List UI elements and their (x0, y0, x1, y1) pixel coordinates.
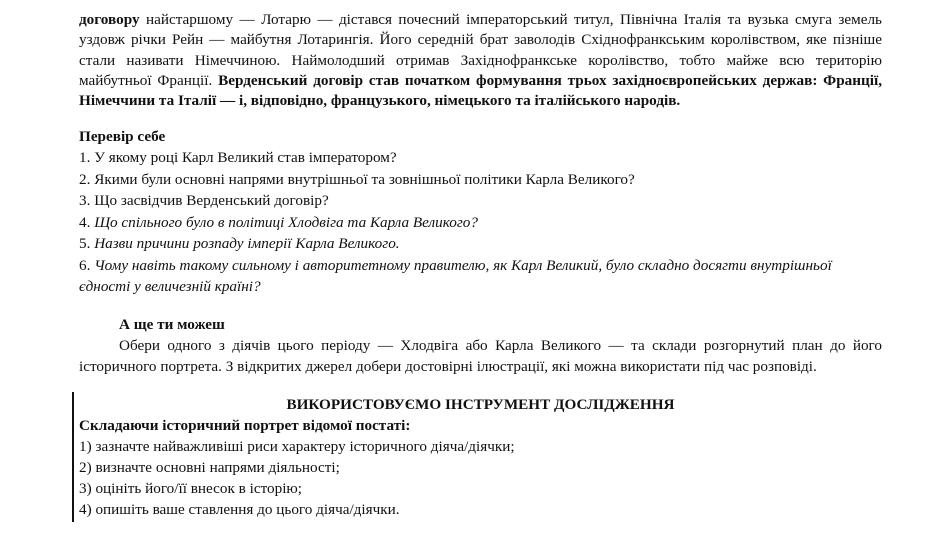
tool-subtitle: Складаючи історичний портрет відомої постаті: (79, 416, 411, 434)
tool-item: 2) визначте основні напрями діяльності; (79, 458, 340, 476)
intro-bold-tail: Верденський договір став початком формування трьох західноєвропейських держав: Франції, Німеччини та Італії — і, відповідно, французького, німецького та італійського народів. (79, 71, 883, 110)
intro-bold-lead: договору (79, 11, 140, 28)
tool-item: 1) зазначте найважливіші риси характеру історичного діяча/діячки; (79, 437, 515, 455)
research-tool-box (79, 394, 882, 520)
more-title: А ще ти можеш (119, 315, 225, 333)
question-item: 5. Назви причини розпаду імперії Карла Великого. (79, 235, 400, 253)
question-item: 6. Чому навіть такому сильному і авторитетному правителю, як Карл Великий, було складно досягти внутрішньої єдності у величезній країні? (79, 256, 832, 296)
question-item: 3. Що засвідчив Верденський договір? (79, 192, 329, 210)
intro-text: найстаршому — Лотарю — дістався почесний імператорський титул, Північна Італія та вузька смуга земель уздовж річки Рейн — майбутня Лотарингія. Його середній брат заволодів Східнофранкським королівством, яке пізніше стали називати Німеччиною. Наймолодший отримав Західнофранкське королівство, тобто майже всю територію майбутньої Франції. (79, 11, 882, 89)
question-item: 1. У якому році Карл Великий став імператором? (79, 149, 397, 167)
tool-title: ВИКОРИСТОВУЄМО ІНСТРУМЕНТ ДОСЛІДЖЕННЯ (286, 395, 675, 413)
more-text: Обери одного з діячів цього періоду — Хлодвіга або Карла Великого — та склади розгорнутий план до його історичного портрета. З відкритих джерел добери достовірні ілюстрації, які можна використати під час розповіді. (79, 336, 882, 375)
page-content (79, 10, 882, 520)
tool-item: 3) оцініть його/її внесок в історію; (79, 479, 302, 497)
tool-side-bar (72, 392, 74, 522)
check-title: Перевір себе (79, 128, 166, 146)
tool-item: 4) опишіть ваше ставлення до цього діяча/діячки. (79, 500, 400, 518)
intro-paragraph (79, 10, 882, 111)
question-item: 2. Якими були основні напрями внутрішньої та зовнішньої політики Карла Великого? (79, 170, 635, 188)
question-item: 4. Що спільного було в політиці Хлодвіга та Карла Великого? (79, 213, 478, 231)
